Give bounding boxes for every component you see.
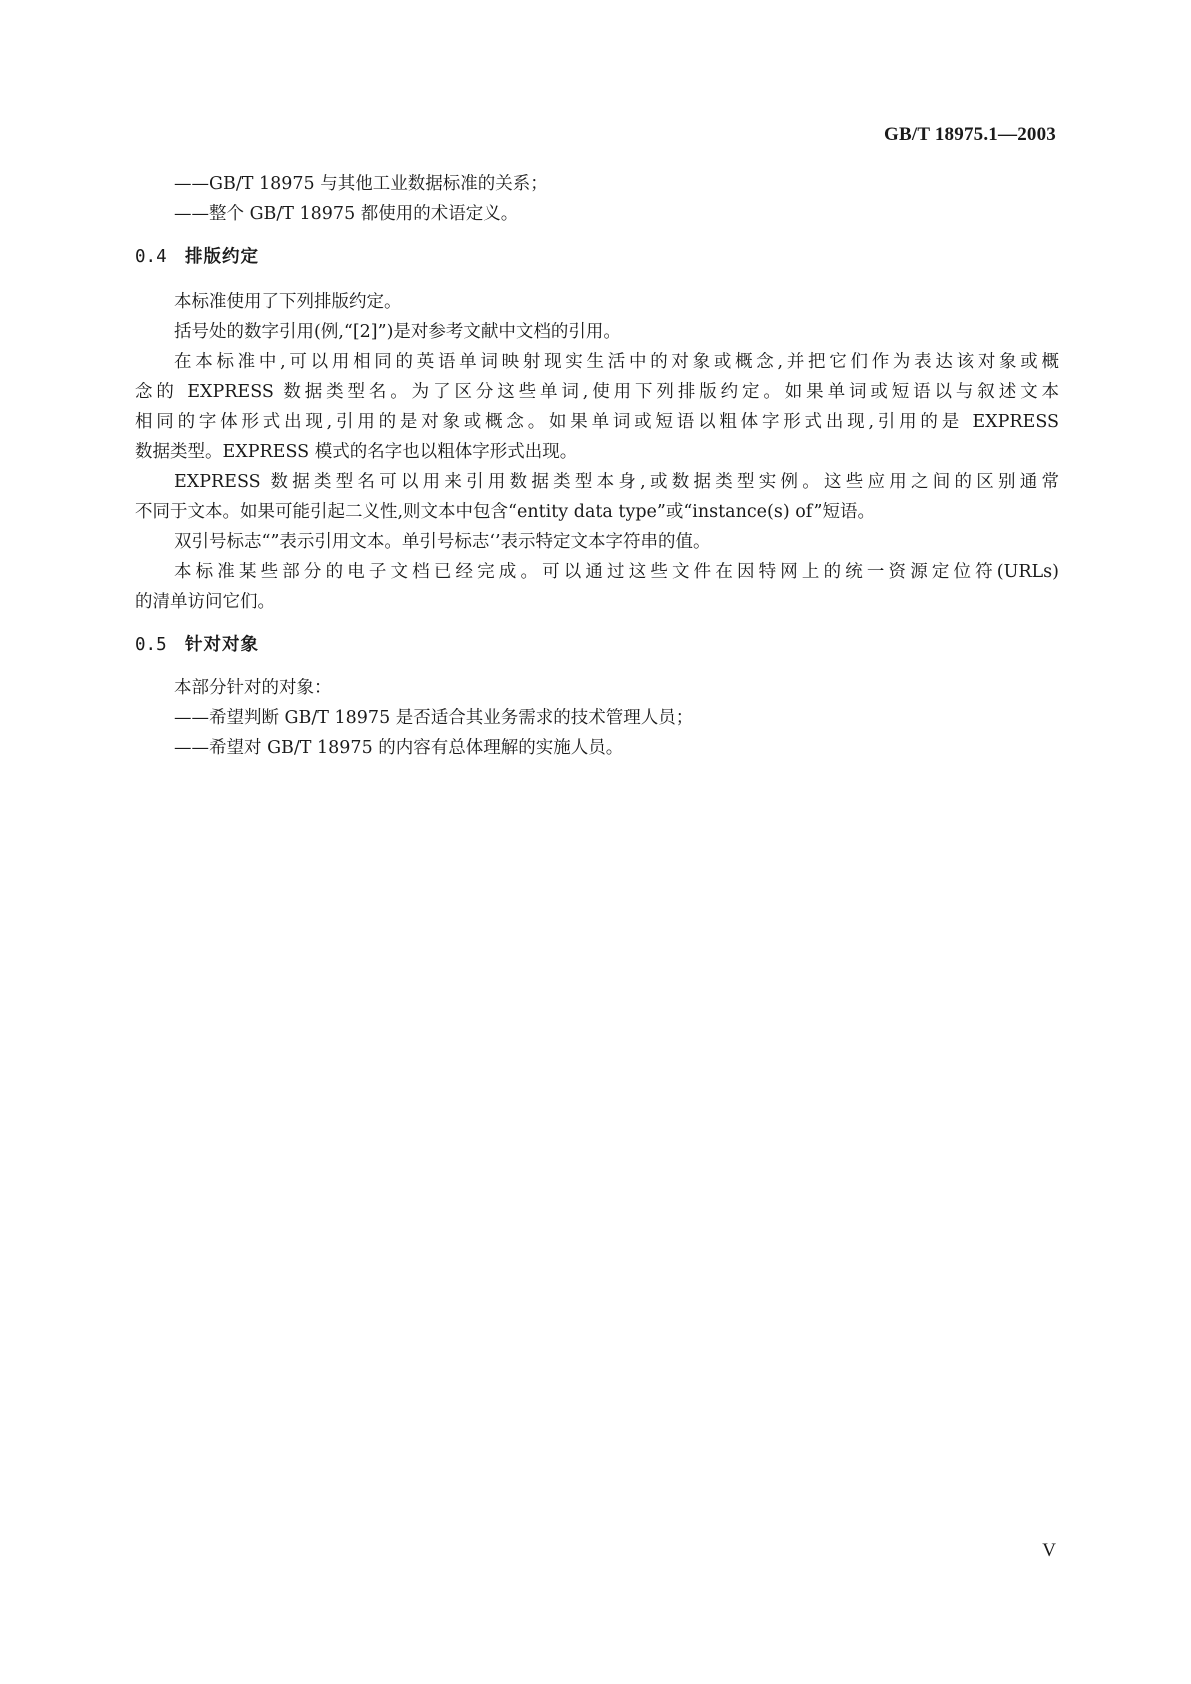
paragraph-line: 不同于文本。如果可能引起二义性,则文本中包含“entity data type”或“instance(s) of”短语。 [135,502,875,522]
section-title: 针对对象 [185,635,259,655]
list-item: ——希望判断 GB/T 18975 是否适合其业务需求的技术管理人员； [174,708,694,728]
paragraph-line: 在本标准中,可以用相同的英语单词映射现实生活中的对象或概念,并把它们作为表达该对象或概 [174,352,1059,372]
list-item: ——GB/T 18975 与其他工业数据标准的关系； [174,174,548,194]
paragraph-line: 括号处的数字引用(例,“[2]”)是对参考文献中文档的引用。 [174,322,621,342]
paragraph-line: 双引号标志“”表示引用文本。单引号标志‘’表示特定文本字符串的值。 [174,532,711,552]
paragraph-line: EXPRESS 数据类型名可以用来引用数据类型本身,或数据类型实例。这些应用之间的区别通常 [174,472,1059,492]
standard-code-header: GB/T 18975.1—2003 [884,124,1056,145]
list-item: ——希望对 GB/T 18975 的内容有总体理解的实施人员。 [174,738,624,758]
section-heading-0-5 [135,633,259,657]
section-title: 排版约定 [185,247,259,267]
section-number: 0.5 [135,635,167,655]
paragraph-line: 本部分针对的对象： [174,678,332,698]
section-number: 0.4 [135,247,167,267]
paragraph-line: 的清单访问它们。 [135,592,275,612]
paragraph-line: 相同的字体形式出现,引用的是对象或概念。如果单词或短语以粗体字形式出现,引用的是 EXPRESS [135,412,1059,432]
page-number: V [1042,1540,1056,1561]
paragraph-line: 本标准某些部分的电子文档已经完成。可以通过这些文件在因特网上的统一资源定位符(URLs) [174,562,1059,582]
paragraph-line: 念的 EXPRESS 数据类型名。为了区分这些单词,使用下列排版约定。如果单词或短语以与叙述文本 [135,382,1059,402]
list-item: ——整个 GB/T 18975 都使用的术语定义。 [174,204,519,224]
paragraph-line: 数据类型。EXPRESS 模式的名字也以粗体字形式出现。 [135,442,578,462]
paragraph-line: 本标准使用了下列排版约定。 [174,292,402,312]
section-heading-0-4 [135,245,259,269]
